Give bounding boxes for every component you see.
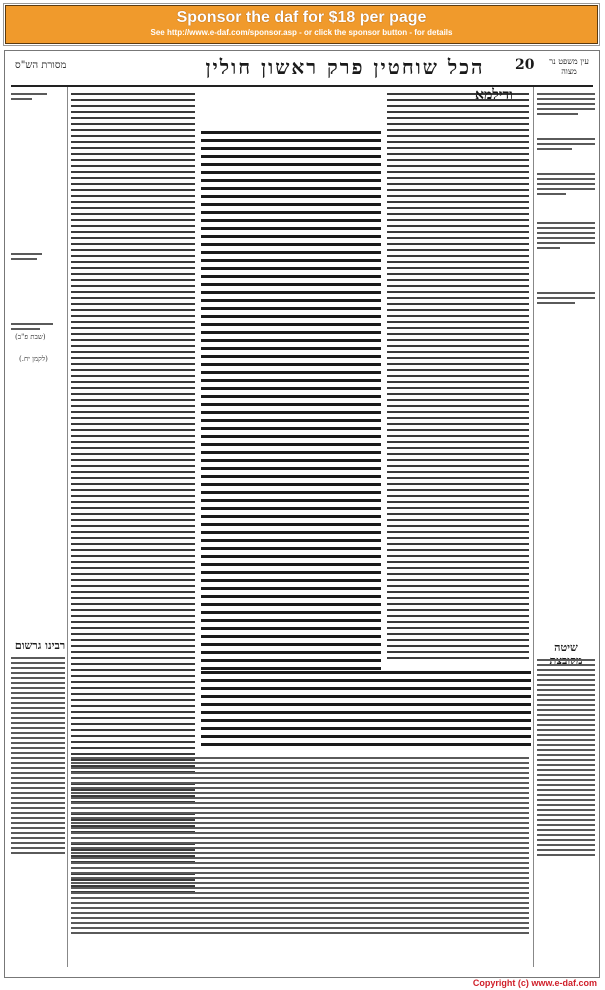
- ein-mishpat-header: עין משפט נר מצוה: [549, 57, 589, 76]
- right-margin-notes: [537, 93, 595, 633]
- column-divider-right: [533, 87, 534, 967]
- sponsor-banner-subtitle[interactable]: See http://www.e-daf.com/sponsor.asp - or click the sponsor button - for details: [150, 28, 453, 37]
- left-margin-notes: [11, 93, 63, 633]
- column-divider-left: [67, 87, 68, 967]
- talmud-page: [4, 50, 600, 978]
- rabbeinu-gershom-heading: רבינו גרשום: [14, 639, 66, 652]
- shita-mekubetzet-text: [537, 659, 595, 959]
- gemara-continuation: [201, 671, 531, 751]
- copyright-link[interactable]: Copyright (c) www.e-daf.com: [472, 978, 597, 988]
- masoret-hashas-header: מסורת הש"ס: [15, 60, 67, 71]
- sponsor-banner-title: Sponsor the daf for $18 per page: [176, 9, 427, 26]
- shita-mekubetzet-heading: שיטה: [554, 641, 578, 654]
- sponsor-banner-body[interactable]: [5, 5, 598, 44]
- margin-reference-1: (שבת פ"ב): [15, 333, 46, 341]
- running-header: הכל שוחטין פרק ראשון חולין: [205, 55, 485, 79]
- page-number: 20: [515, 57, 535, 73]
- rashi-commentary: [387, 93, 529, 663]
- opening-word: ודילמא: [475, 87, 513, 103]
- rabbeinu-gershom-text: [11, 657, 65, 957]
- sponsor-banner[interactable]: [3, 3, 600, 46]
- gemara-main-text: [201, 131, 381, 671]
- bottom-commentaries: [71, 757, 529, 967]
- margin-reference-2: (לקמן יח.): [19, 355, 48, 363]
